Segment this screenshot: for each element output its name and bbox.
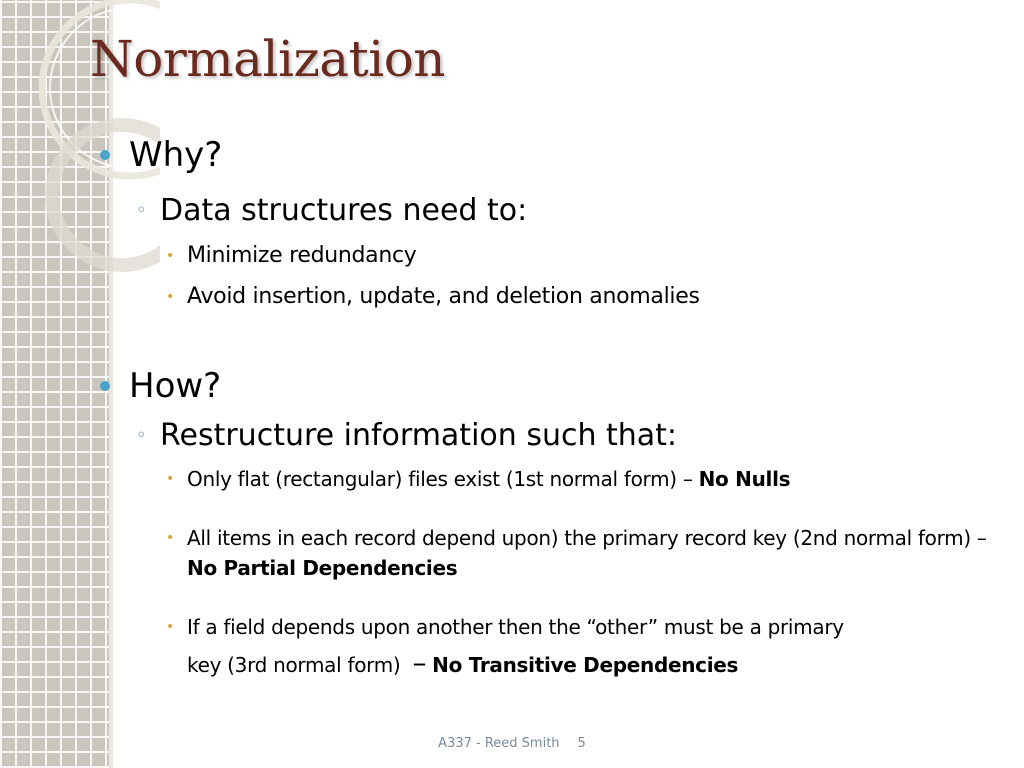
slide-title: Normalization [90,30,445,88]
ring-bullet-icon: ◦ [136,200,147,221]
dot-bullet-icon: • [166,289,174,305]
ring-bullet-icon: ◦ [136,425,147,446]
list-item-dash: – [412,646,427,679]
list-item-text: Only flat (rectangular) files exist (1st normal form) – [187,467,699,491]
slide-footer [0,736,1024,751]
round-bullet-icon [100,381,110,391]
bullet-how [100,359,1000,413]
list-item [100,464,1000,494]
list-item [100,612,1000,680]
dot-bullet-icon: • [166,471,174,487]
dot-bullet-icon: • [166,530,174,546]
list-item-line2 [187,648,1000,680]
sub-bullet-restructure [100,416,1000,456]
list-item-emphasis: No Partial Dependencies [187,556,458,580]
list-item-text: Avoid insertion, update, and deletion anomalies [187,284,700,309]
slide-body [100,128,1000,680]
list-item [100,281,1000,313]
sub-bullet-label: Restructure information such that: [160,418,678,453]
list-item-text-line1: If a field depends upon another then the “other” must be a primary [187,615,844,639]
dot-bullet-icon: • [166,619,174,635]
list-item-text-line2: key (3rd normal form) [187,653,407,677]
list-item-text: Minimize redundancy [187,243,417,268]
dot-bullet-icon: • [166,248,174,264]
list-item [100,523,1000,583]
sub-bullet-data-structures [100,191,1000,231]
list-item [100,240,1000,272]
bullet-why [100,128,1000,182]
round-bullet-icon [100,150,110,160]
list-item-emphasis: No Transitive Dependencies [432,653,739,677]
page-number: 5 [577,736,586,751]
list-item-emphasis: No Nulls [698,467,791,491]
bullet-why-label: Why? [129,135,223,175]
bullet-how-label: How? [129,366,222,406]
list-item-text: All items in each record depend upon) the primary record key (2nd normal form) – [187,526,987,550]
footer-text: A337 - Reed Smith [438,736,560,751]
sub-bullet-label: Data structures need to: [160,193,528,228]
